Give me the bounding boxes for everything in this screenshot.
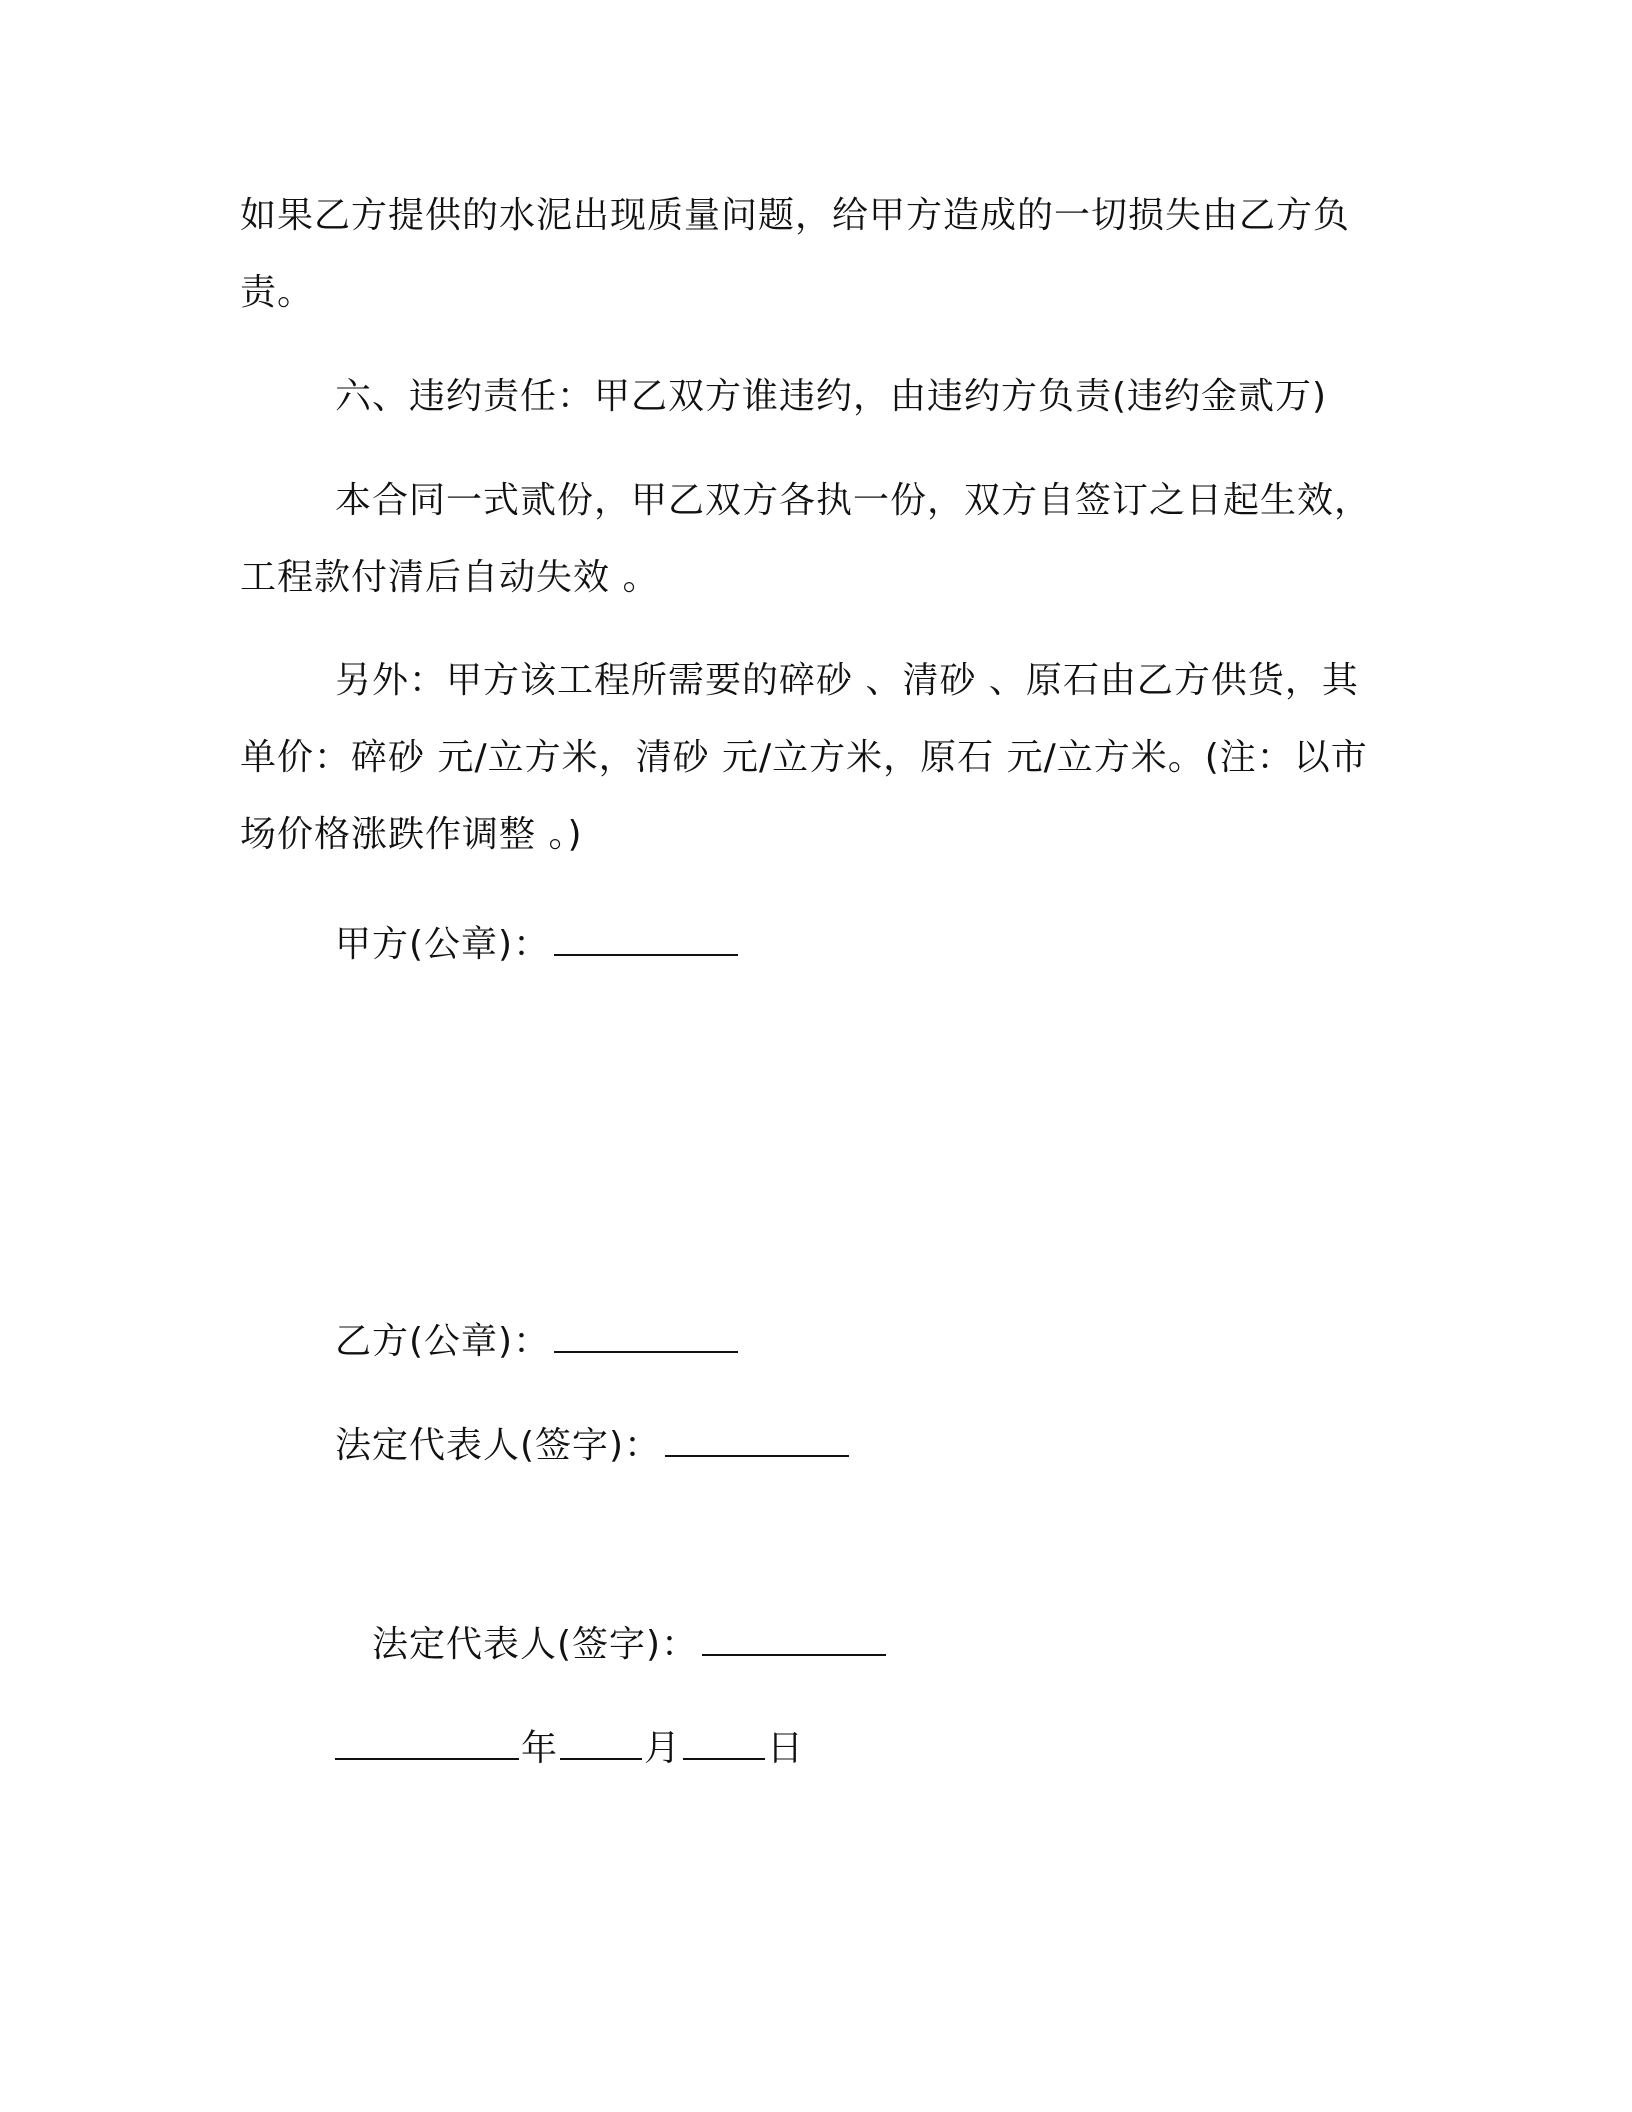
additional-clause-line-2: 单价：碎砂 元/立方米，清砂 元/立方米，原石 元/立方米。(注：以市	[240, 737, 1368, 778]
legal-rep-signature-line-2	[372, 1620, 886, 1663]
party-b-seal-label: 乙方(公章)：	[335, 1321, 551, 1362]
party-b-seal-line	[335, 1317, 738, 1360]
party-a-seal-line	[335, 920, 738, 963]
additional-clause-line-3: 场价格涨跌作调整 。)	[240, 814, 583, 855]
signing-date-line	[335, 1724, 804, 1767]
clause-6-breach-liability: 六、违约责任：甲乙双方谁违约，由违约方负责(违约金贰万)	[335, 376, 1328, 417]
legal-rep-label-1: 法定代表人(签字)：	[335, 1425, 662, 1466]
date-month-label: 月	[644, 1728, 682, 1769]
legal-rep-signature-line-1	[335, 1421, 849, 1464]
legal-rep-signature-blank-1[interactable]	[665, 1421, 849, 1457]
additional-clause-line-1: 另外：甲方该工程所需要的碎砂 、清砂 、原石由乙方供货，其	[335, 660, 1359, 701]
clause-5-tail-line-1: 如果乙方提供的水泥出现质量问题，给甲方造成的一切损失由乙方负	[240, 195, 1351, 236]
date-day-label: 日	[767, 1728, 805, 1769]
copies-clause-line-1: 本合同一式贰份，甲乙双方各执一份，双方自签订之日起生效，	[335, 480, 1372, 521]
party-a-seal-label: 甲方(公章)：	[335, 924, 551, 965]
date-day-blank[interactable]	[683, 1724, 765, 1760]
party-b-seal-blank[interactable]	[554, 1317, 738, 1353]
legal-rep-label-2: 法定代表人(签字)：	[372, 1624, 699, 1665]
date-month-blank[interactable]	[560, 1724, 642, 1760]
date-year-blank[interactable]	[335, 1724, 519, 1760]
party-a-seal-blank[interactable]	[554, 920, 738, 956]
legal-rep-signature-blank-2[interactable]	[702, 1620, 886, 1656]
copies-clause-line-2: 工程款付清后自动失效 。	[240, 557, 660, 598]
clause-5-tail-line-2: 责。	[240, 272, 315, 313]
date-year-label: 年	[521, 1728, 559, 1769]
